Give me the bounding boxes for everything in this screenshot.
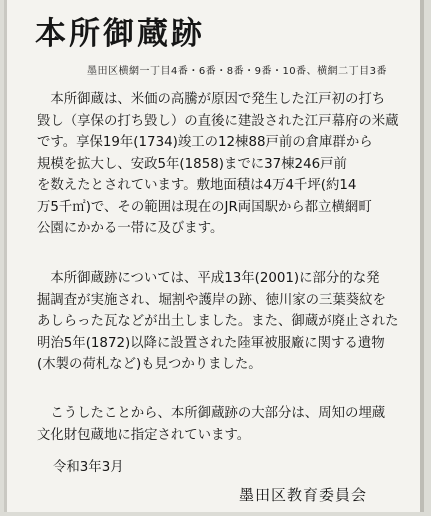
plaque-date: 令和3年3月: [53, 460, 124, 475]
paragraph-designation: こうしたことから、本所御蔵跡の大部分は、周知の埋蔵 文化財包蔵地に指定されています。: [37, 406, 386, 443]
paragraph-excavation: 本所御蔵跡については、平成13年(2001)に部分的な発 掘調査が実施され、堀割や護岸の跡、徳川家の三葉葵紋を あしらった瓦などが出土しました。また、御蔵が廃止された 明治5年(1872)以降に設置された陸軍被服廠に関する遺物 (木製の荷札など)も見つかりました。: [37, 271, 399, 372]
plaque-issuer: 墨田区教育委員会: [239, 486, 368, 504]
paragraph-history: 本所御蔵は、米価の高騰が原因で発生した江戸初の打ち 毀し（享保の打ち毀し）の直後に建設された江戸幕府の米蔵 です。享保19年(1734)竣工の12棟88戸前の倉庫群から 規模を拡大し、安政5年(1858)までに37棟246戸前 を数えたとされています。敷地面積は4万4千坪(約14 万5千㎡)で、その範囲は現在のJR両国駅から都立横網町 公園にかかる一帯に及びます。: [37, 92, 399, 236]
plaque-board: [4, 0, 424, 512]
plaque-address: 墨田区横網一丁目4番・6番・8番・9番・10番、横網二丁目3番: [87, 66, 388, 77]
plaque-title: 本所御蔵跡: [35, 16, 205, 52]
